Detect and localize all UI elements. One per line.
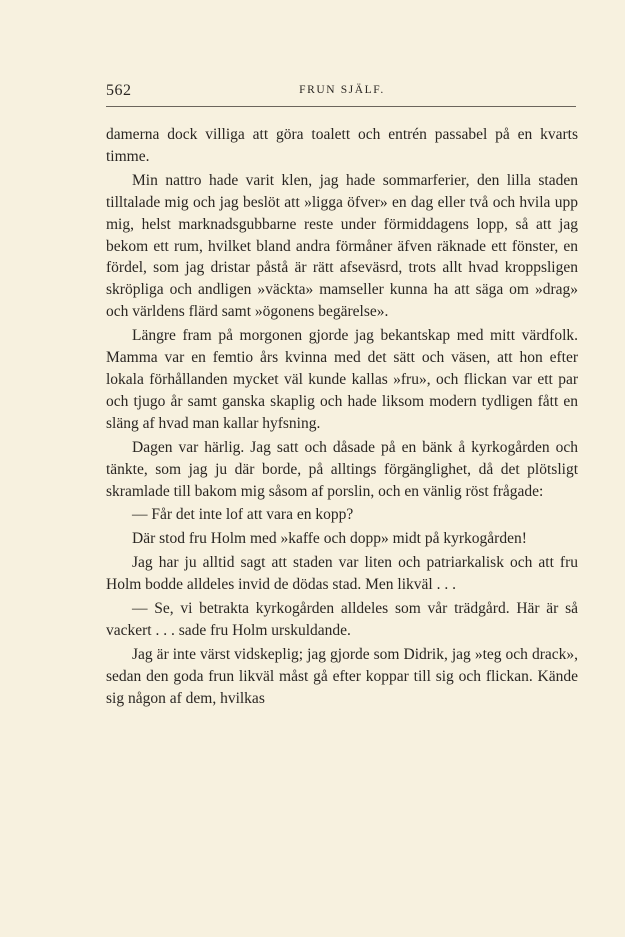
paragraph: Jag har ju alltid sagt att staden var liten och patriarkalisk och att fru Holm bodde alldeles invid de dödas stad. Men likväl . . . (106, 554, 578, 594)
paragraph: Där stod fru Holm med »kaffe och dopp» midt på kyrkogården! (132, 530, 527, 548)
header-divider (106, 106, 576, 107)
paragraph: Dagen var härlig. Jag satt och dåsade på en bänk å kyrkogården och tänkte, som jag ju där borde, på alltings förgänglighet, då det plötsligt skramlade till bakom mig såsom af porslin, och en vänlig röst frågade: (106, 438, 578, 500)
paragraph: damerna dock villiga att göra toalett och entrén passabel på en kvarts timme. (106, 126, 578, 165)
body-text (106, 124, 578, 710)
page-header (106, 82, 578, 104)
running-title: FRUN SJÄLF. (299, 84, 385, 96)
dialogue-line: — Får det inte lof att vara en kopp? (132, 506, 354, 524)
paragraph: Min nattro hade varit klen, jag hade sommarferier, den lilla staden tilltalade mig och jag beslöt att »ligga öfver» en dag eller två och hvila upp mig, helst marknadsgubbarne reste under förmiddagens lopp, så att jag bekom ett rum, hvilket bland andra förmåner äfven räknade ett fönster, en fördel, som jag dristar påstå är rätt afseväsrd, trots allt hvad kroppsligen skröpliga och andligen »väckta» mamseller kunna ha att säga om »drag» och världens flärd samt »ögonens begärelse». (106, 171, 578, 321)
paragraph: Jag är inte värst vidskeplig; jag gjorde som Didrik, jag »teg och drack», sedan den goda frun likväl måst gå efter koppar till sig och flickan. Kände sig någon af dem, hvilkas (106, 645, 578, 707)
dialogue-line: — Se, vi betrakta kyrkogården alldeles som vår trädgård. Här är så vackert . . . sade fru Holm urskuldande. (106, 600, 578, 639)
page-number: 562 (106, 82, 132, 99)
paragraph: Längre fram på morgonen gjorde jag bekantskap med mitt värdfolk. Mamma var en femtio års kvinna med det sätt och väsen, att hon efter lokala förhållanden mycket väl kunde kallas »fru», och flickan var ett par och tjugo år samt ganska skaplig och hade liksom modern tydligen fått en släng af hvad man kallar hyfsning. (106, 327, 578, 432)
